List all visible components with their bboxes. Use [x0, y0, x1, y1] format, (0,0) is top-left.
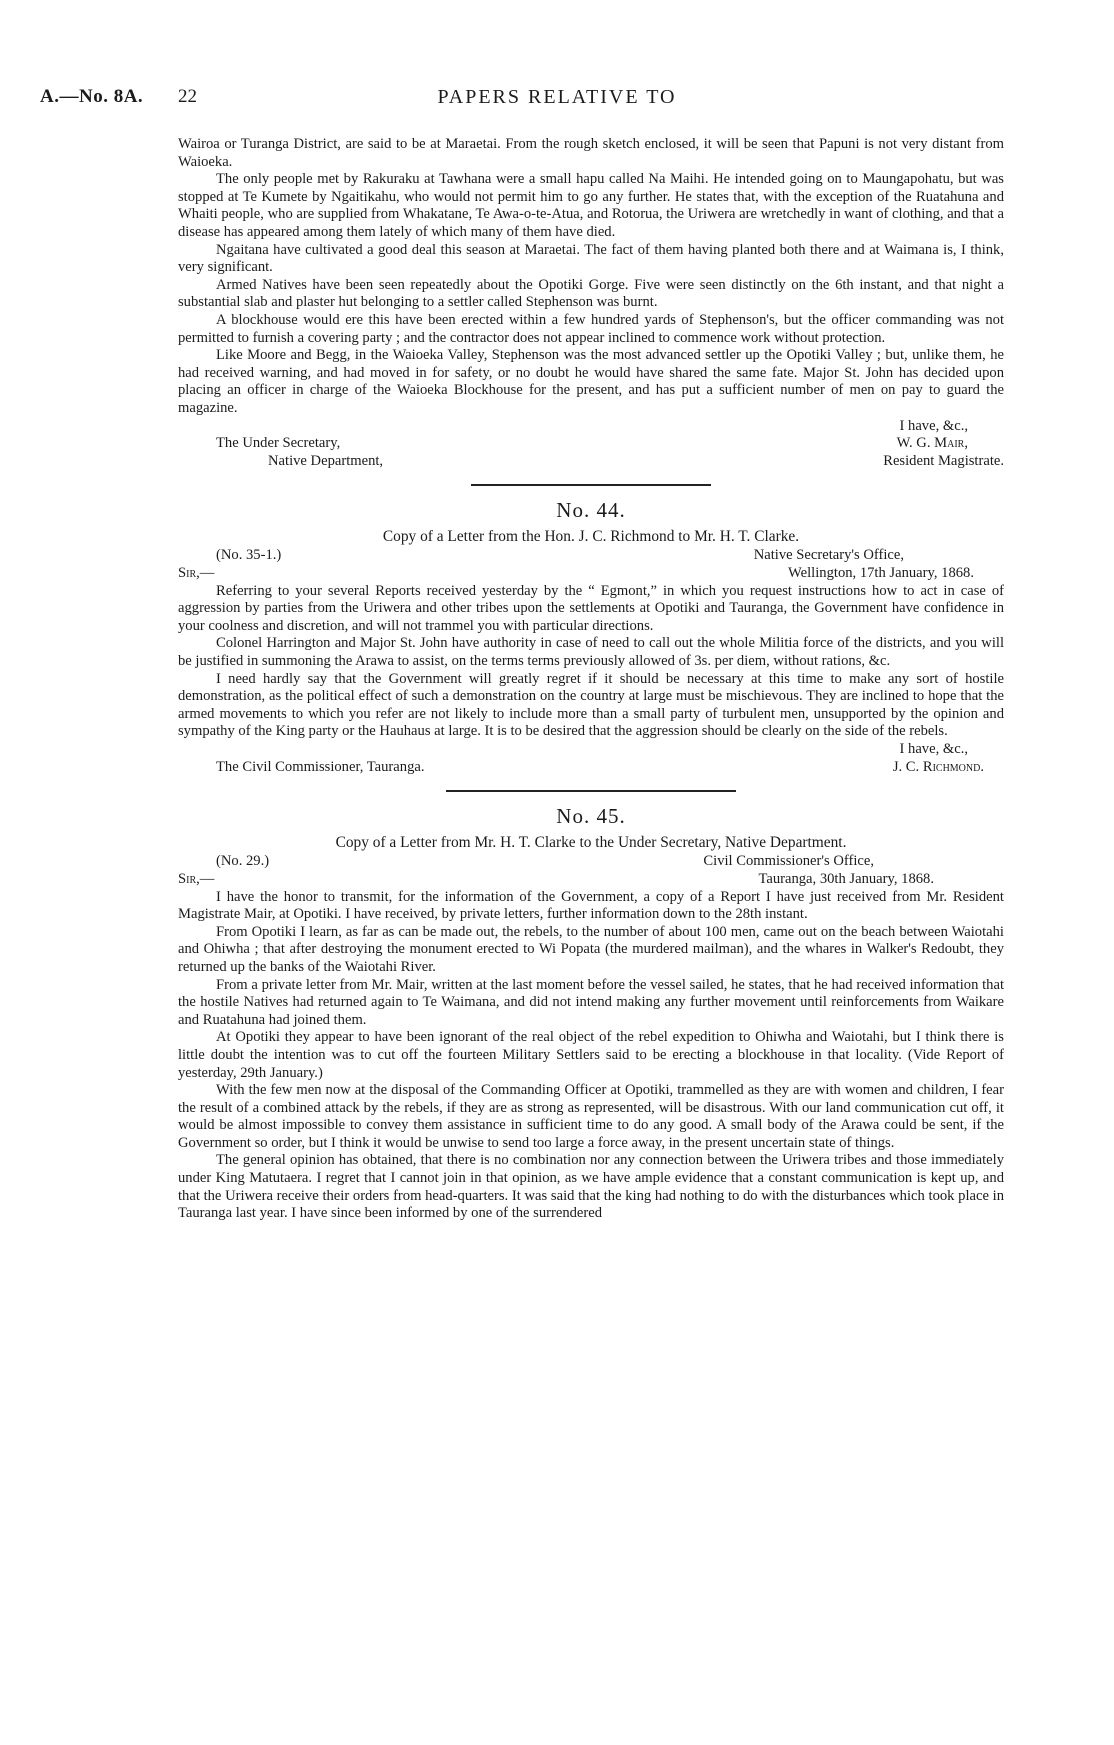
signature-row [178, 759, 1004, 777]
section-divider [471, 484, 711, 486]
letter-office: Native Secretary's Office, [753, 547, 904, 564]
paragraph: Colonel Harrington and Major St. John have authority in case of need to call out the whole Militia force of the districts, and you will be justified in summoning the Arawa to assist, on the terms terms previously allowed of 3s. per diem, without rations, &c. [178, 635, 1004, 670]
letter-ref: (No. 29.) [216, 853, 270, 870]
addressee: Native Department, [268, 452, 384, 469]
closing: I have, &c., [899, 741, 968, 757]
letter-meta-row [178, 547, 1004, 565]
signature-row [178, 435, 1004, 453]
addressee: The Civil Commissioner, Tauranga. [216, 758, 425, 775]
page-number: 22 [178, 86, 197, 107]
running-title: PAPERS RELATIVE TO [437, 86, 677, 108]
paragraph: With the few men now at the disposal of the Commanding Officer at Opotiki, trammelled as they are with women and children, I fear the result of a combined attack by the rebels, if they are as strong as represented, will be disastrous. With our land communication cut off, it would be almost impossible to convey them assistance in sufficient time to do any good. A small body of the Arawa could be sent, if the Government so order, but I think it would be unwise to send too large a force away, in the present uncertain state of things. [178, 1082, 1004, 1151]
letter-number: No. 44. [556, 498, 626, 523]
place-date: Wellington, 17th January, 1868. [788, 565, 974, 582]
letter-office: Civil Commissioner's Office, [703, 853, 874, 870]
addressee: The Under Secretary, [216, 435, 341, 452]
paragraph: At Opotiki they appear to have been ignorant of the real object of the rebel expedition to Ohiwha and Waiotahi, but I think there is little doubt the intention was to cut off the fourteen Military Settlers said to be erecting a blockhouse in that locality. (Vide Report of yesterday, 29th January.) [178, 1029, 1004, 1081]
letter-meta-row [178, 565, 1004, 583]
signature: W. G. Mair, [896, 435, 968, 452]
paragraph: Ngaitana have cultivated a good deal this season at Maraetai. The fact of them having planted both there and at Waimana is, I think, very significant. [178, 241, 1004, 276]
paragraph: Wairoa or Turanga District, are said to be at Maraetai. From the rough sketch enclosed, it will be seen that Papuni is not very distant from Waioeka. [178, 136, 1004, 170]
paragraph: The general opinion has obtained, that there is no combination nor any connection between the Uriwera tribes and those immediately under King Matutaera. I regret that I cannot join in that opinion, as we have ample evidence that a constant communication is kept up, and that the Uriwera receive their orders from head-quarters. It was said that the king had nothing to do with the disturbances which took place in Tauranga last year. I have since been informed by one of the surrendered [178, 1152, 1004, 1222]
letter-number: No. 45. [556, 804, 626, 829]
letter-44 [178, 498, 1004, 776]
paragraph: Armed Natives have been seen repeatedly about the Opotiki Gorge. Five were seen distinctly on the 6th instant, and that night a substantial slab and plaster hut belonging to a settler called Stephenson was burnt. [178, 276, 1004, 311]
letter-meta-row [178, 871, 1004, 889]
document-reference: A.—No. 8A. [40, 86, 144, 107]
letter-meta-row [178, 853, 1004, 871]
section-divider [446, 790, 736, 792]
signature-title: Resident Magistrate. [883, 452, 1004, 469]
signature: J. C. Richmond. [892, 758, 984, 775]
paragraph: I need hardly say that the Government will greatly regret if it should be necessary at this time to make any sort of hostile demonstration, as the political effect of such a demonstration on the country at large must be mischievous. They are inclined to hope that the armed movements to which you refer are not likely to include more than a small party of turbulent men, unsupported by the opinion and sympathy of the King party or the Hauhaus at large. It is to be desired that the aggression should be clearly on the side of the rebels. [178, 670, 1004, 740]
paragraph: From Opotiki I learn, as far as can be made out, the rebels, to the number of about 100 men, came out on the beach between Waiotahi and Ohiwha ; that after destroying the monument erected to Wi Popata (the murdered mailman), and the whares in Walker's Redoubt, they returned up the banks of the Waiotahi River. [178, 923, 1004, 975]
paragraph: I have the honor to transmit, for the information of the Government, a copy of a Report I have just received from Mr. Resident Magistrate Mair, at Opotiki. I have received, by private letters, further information down to the 28th instant. [178, 888, 1004, 923]
signature-row [178, 453, 1004, 471]
paragraph: Like Moore and Begg, in the Waioeka Valley, Stephenson was the most advanced settler up the Opotiki Valley ; but, unlike them, he had received warning, and had moved in for safety, or no doubt he would have shared the same fate. Major St. John has decided upon placing an officer in charge of the Waioeka Blockhouse for the present, and has put a sufficient number of men on pay to guard the magazine. [178, 347, 1004, 416]
page-body [178, 136, 1004, 1223]
closing: I have, &c., [899, 417, 968, 434]
letter-caption: Copy of a Letter from the Hon. J. C. Richmond to Mr. H. T. Clarke. [382, 527, 800, 545]
letter-ref: (No. 35-1.) [216, 547, 282, 564]
paragraph: Referring to your several Reports received yesterday by the “ Egmont,” in which you request instructions how to act in case of aggression by parties from the Uriwera and other tribes upon the settlements at Opotiki and Tauranga, the Government have confidence in your coolness and discretion, and will not trammel you with particular directions. [178, 582, 1004, 634]
letter-caption: Copy of a Letter from Mr. H. T. Clarke to the Under Secretary, Native Department. [335, 833, 847, 851]
salutation: Sir,— [178, 565, 215, 582]
place-date: Tauranga, 30th January, 1868. [758, 870, 934, 887]
letter-43-continuation [178, 136, 1004, 470]
paragraph: From a private letter from Mr. Mair, written at the last moment before the vessel sailed, he states, that he had received information that the hostile Natives had returned again to Te Waimana, and did not intend making any further movement until reinforcements from Waikare and Ruatahuna had joined them. [178, 976, 1004, 1028]
salutation: Sir,— [178, 870, 215, 887]
page-header [40, 86, 1074, 116]
paragraph: The only people met by Rakuraku at Tawhana were a small hapu called Na Maihi. He intended going on to Maungapohatu, but was stopped at Te Kumete by Ngaitikahu, who would not permit him to go any further. He states that, with the exception of the Ruatahuna and Whaiti people, who are supplied from Whakatane, Te Awa-o-te-Atua, and Rotorua, the Uriwera are wretchedly in want of clothing, and that a disease has appeared among them lately of which many of them have died. [178, 171, 1004, 240]
paragraph: A blockhouse would ere this have been erected within a few hundred yards of Stephenson's, but the officer commanding was not permitted to furnish a covering party ; and the contractor does not appear inclined to commence work without protection. [178, 311, 1004, 346]
letter-45 [178, 804, 1004, 1223]
